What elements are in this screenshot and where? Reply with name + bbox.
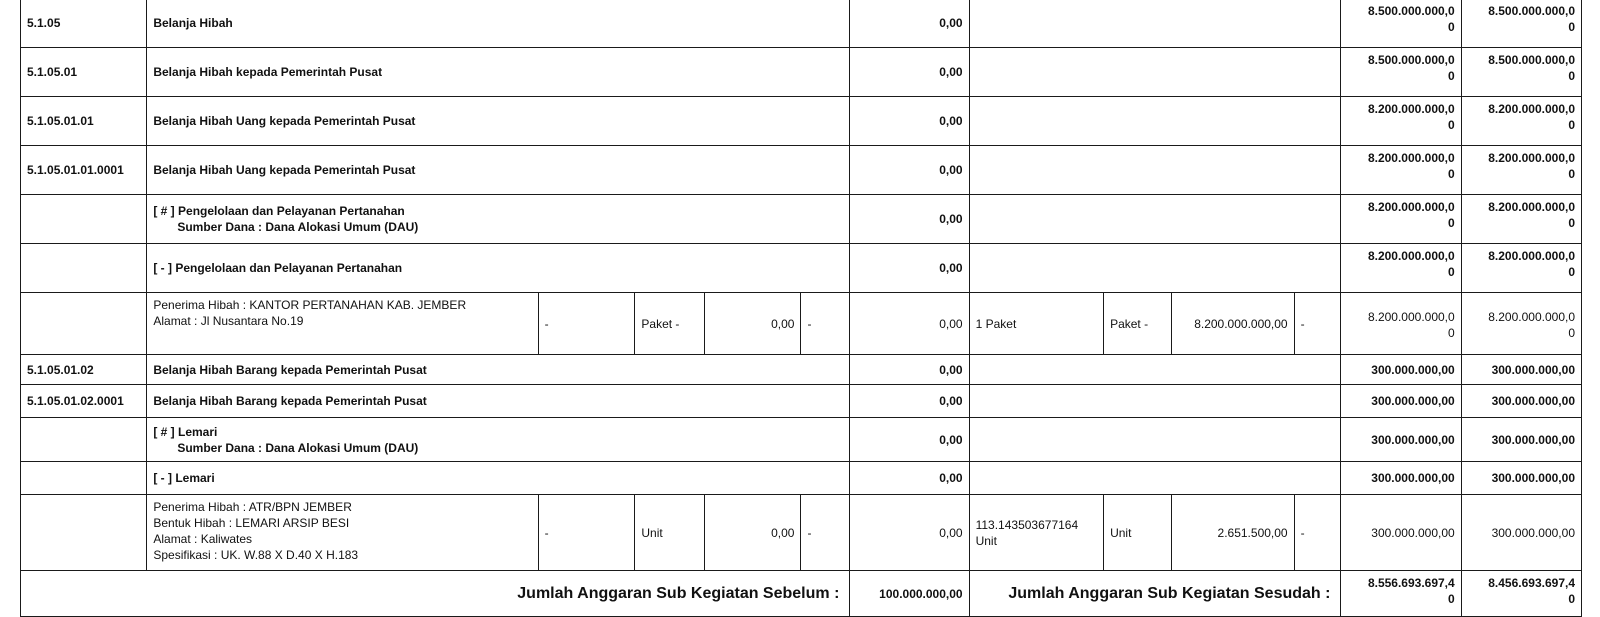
account-code: 5.1.05.01.01 bbox=[21, 97, 147, 146]
account-code: 5.1.05.01.02.0001 bbox=[21, 385, 147, 418]
account-code: 5.1.05.01.01.0001 bbox=[21, 146, 147, 195]
account-code: 5.1.05.01 bbox=[21, 48, 147, 97]
amount-before: 0,00 bbox=[850, 48, 969, 97]
totals-row bbox=[21, 571, 1582, 617]
empty-cell bbox=[21, 495, 147, 571]
amount-before: 0,00 bbox=[850, 195, 969, 244]
amount-after: 300.000.000,00 bbox=[1341, 462, 1461, 495]
amount-after-final: 8.200.000.000,0 0 bbox=[1461, 97, 1581, 146]
price-before: 0,00 bbox=[704, 293, 801, 355]
amount-after: 8.200.000.000,0 0 bbox=[1341, 244, 1461, 293]
amount-after-final: 300.000.000,00 bbox=[1461, 355, 1581, 385]
total-before-label: Jumlah Anggaran Sub Kegiatan Sebelum : bbox=[21, 571, 850, 617]
detail-description bbox=[147, 495, 538, 571]
amount-after: 300.000.000,00 bbox=[1341, 495, 1461, 571]
table-row bbox=[21, 293, 1582, 355]
funding-source: Sumber Dana : Dana Alokasi Umum (DAU) bbox=[177, 220, 419, 234]
empty-cell bbox=[969, 48, 1341, 97]
amount-before: 0,00 bbox=[850, 462, 969, 495]
amount-after: 8.200.000.000,0 0 bbox=[1341, 97, 1461, 146]
amount-before: 0,00 bbox=[850, 97, 969, 146]
volume-after: 1 Paket bbox=[969, 293, 1103, 355]
table-row bbox=[21, 355, 1582, 385]
subgroup-title: [ - ] Pengelolaan dan Pelayanan Pertanahan bbox=[147, 244, 850, 293]
total-after-final-value: 8.456.693.697,4 0 bbox=[1461, 571, 1581, 617]
amount-after: 8.500.000.000,0 0 bbox=[1341, 0, 1461, 48]
ppn-before: - bbox=[801, 293, 850, 355]
empty-cell bbox=[969, 462, 1341, 495]
ppn-after: - bbox=[1294, 293, 1341, 355]
empty-cell bbox=[969, 195, 1341, 244]
table-row bbox=[21, 48, 1582, 97]
unit-before: Paket - bbox=[635, 293, 704, 355]
amount-after-final: 8.500.000.000,0 0 bbox=[1461, 48, 1581, 97]
total-before-value: 100.000.000,00 bbox=[850, 571, 969, 617]
unit-before: Unit bbox=[635, 495, 704, 571]
group-title: [ # ] Lemari bbox=[153, 424, 218, 439]
volume-before: - bbox=[538, 293, 635, 355]
empty-cell bbox=[21, 462, 147, 495]
unit-after: Unit bbox=[1104, 495, 1172, 571]
amount-before: 0,00 bbox=[850, 385, 969, 418]
amount-after: 8.200.000.000,0 0 bbox=[1341, 195, 1461, 244]
amount-after: 8.200.000.000,0 0 bbox=[1341, 146, 1461, 195]
table-row bbox=[21, 495, 1582, 571]
table-row bbox=[21, 146, 1582, 195]
empty-cell bbox=[21, 195, 147, 244]
table-row bbox=[21, 462, 1582, 495]
recipient: Penerima Hibah : KANTOR PERTANAHAN KAB. JEMBER bbox=[153, 298, 467, 312]
account-code: 5.1.05.01.02 bbox=[21, 355, 147, 385]
specification: Spesifikasi : UK. W.88 X D.40 X H.183 bbox=[153, 548, 359, 562]
empty-cell bbox=[969, 355, 1341, 385]
account-description: Belanja Hibah Uang kepada Pemerintah Pusat bbox=[147, 97, 850, 146]
group-title: [ # ] Pengelolaan dan Pelayanan Pertanahan bbox=[153, 204, 405, 218]
account-description: Belanja Hibah Barang kepada Pemerintah Pusat bbox=[147, 355, 850, 385]
grant-form: Bentuk Hibah : LEMARI ARSIP BESI bbox=[153, 516, 350, 530]
funding-source: Sumber Dana : Dana Alokasi Umum (DAU) bbox=[177, 440, 419, 455]
amount-before: 0,00 bbox=[850, 146, 969, 195]
amount-before: 0,00 bbox=[850, 0, 969, 48]
detail-description bbox=[147, 293, 538, 355]
empty-cell bbox=[969, 0, 1341, 48]
empty-cell bbox=[969, 146, 1341, 195]
empty-cell bbox=[969, 385, 1341, 418]
amount-after: 300.000.000,00 bbox=[1341, 385, 1461, 418]
total-after-value: 8.556.693.697,4 0 bbox=[1341, 571, 1461, 617]
amount-after: 300.000.000,00 bbox=[1341, 418, 1461, 462]
account-description: Belanja Hibah Uang kepada Pemerintah Pusat bbox=[147, 146, 850, 195]
amount-before: 0,00 bbox=[850, 244, 969, 293]
amount-before: 0,00 bbox=[850, 355, 969, 385]
budget-table bbox=[20, 0, 1582, 617]
empty-cell bbox=[21, 418, 147, 462]
ppn-after: - bbox=[1294, 495, 1341, 571]
empty-cell bbox=[21, 293, 147, 355]
total-after-label: Jumlah Anggaran Sub Kegiatan Sesudah : bbox=[969, 571, 1341, 617]
group-description bbox=[147, 418, 850, 462]
subgroup-title: [ - ] Lemari bbox=[147, 462, 850, 495]
amount-after: 300.000.000,00 bbox=[1341, 355, 1461, 385]
price-after: 2.651.500,00 bbox=[1172, 495, 1294, 571]
recipient: Penerima Hibah : ATR/BPN JEMBER bbox=[153, 500, 352, 514]
amount-before: 0,00 bbox=[850, 293, 969, 355]
address: Alamat : Jl Nusantara No.19 bbox=[153, 314, 304, 328]
ppn-before: - bbox=[801, 495, 850, 571]
group-description bbox=[147, 195, 850, 244]
unit-after: Paket - bbox=[1104, 293, 1172, 355]
table-row bbox=[21, 385, 1582, 418]
account-code: 5.1.05 bbox=[21, 0, 147, 48]
empty-cell bbox=[21, 244, 147, 293]
amount-after-final: 300.000.000,00 bbox=[1461, 462, 1581, 495]
account-description: Belanja Hibah kepada Pemerintah Pusat bbox=[147, 48, 850, 97]
amount-before: 0,00 bbox=[850, 418, 969, 462]
amount-after-final: 300.000.000,00 bbox=[1461, 418, 1581, 462]
amount-after-final: 8.200.000.000,0 0 bbox=[1461, 293, 1581, 355]
empty-cell bbox=[969, 97, 1341, 146]
amount-after: 8.500.000.000,0 0 bbox=[1341, 48, 1461, 97]
table-row bbox=[21, 195, 1582, 244]
amount-before: 0,00 bbox=[850, 495, 969, 571]
table-row bbox=[21, 418, 1582, 462]
account-description: Belanja Hibah Barang kepada Pemerintah Pusat bbox=[147, 385, 850, 418]
price-after: 8.200.000.000,00 bbox=[1172, 293, 1294, 355]
empty-cell bbox=[969, 244, 1341, 293]
address: Alamat : Kaliwates bbox=[153, 532, 253, 546]
amount-after: 8.200.000.000,0 0 bbox=[1341, 293, 1461, 355]
amount-after-final: 300.000.000,00 bbox=[1461, 385, 1581, 418]
account-description: Belanja Hibah bbox=[147, 0, 850, 48]
table-row bbox=[21, 0, 1582, 48]
amount-after-final: 300.000.000,00 bbox=[1461, 495, 1581, 571]
amount-after-final: 8.200.000.000,0 0 bbox=[1461, 244, 1581, 293]
price-before: 0,00 bbox=[704, 495, 801, 571]
table-row bbox=[21, 97, 1582, 146]
volume-after: 113.143503677164 Unit bbox=[969, 495, 1103, 571]
amount-after-final: 8.200.000.000,0 0 bbox=[1461, 146, 1581, 195]
amount-after-final: 8.200.000.000,0 0 bbox=[1461, 195, 1581, 244]
table-row bbox=[21, 244, 1582, 293]
amount-after-final: 8.500.000.000,0 0 bbox=[1461, 0, 1581, 48]
empty-cell bbox=[969, 418, 1341, 462]
volume-before: - bbox=[538, 495, 635, 571]
